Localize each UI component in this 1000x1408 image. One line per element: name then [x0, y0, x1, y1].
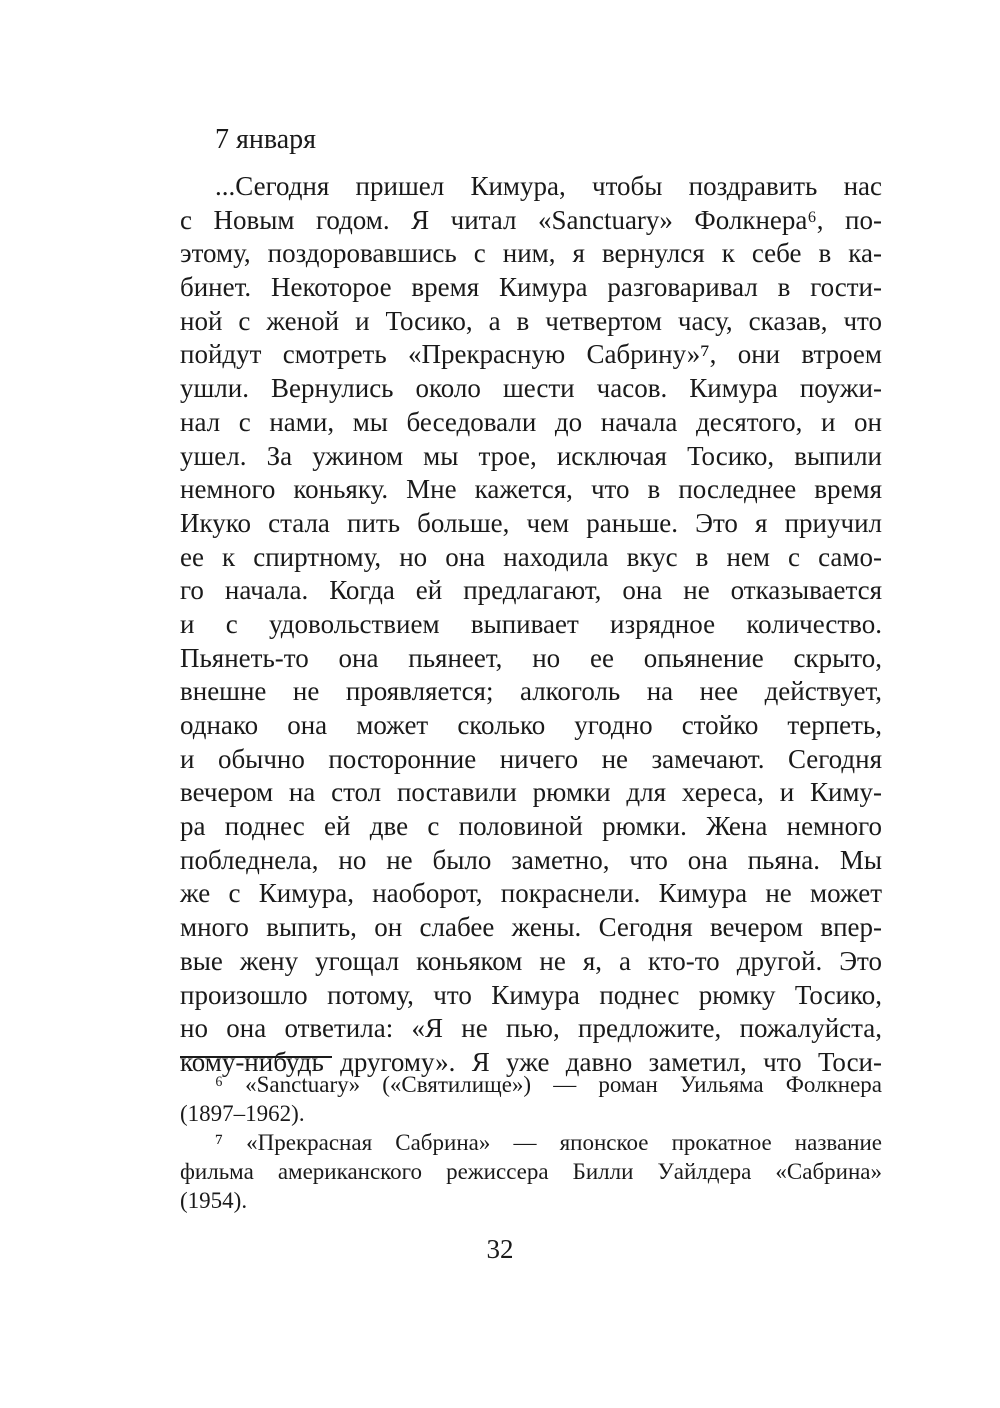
entry-line: ...Сегодня пришел Кимура, чтобы поздравить нас	[215, 171, 882, 201]
entry-line: немного коньяку. Мне кажется, что в последнее время	[180, 474, 882, 505]
entry-line: но она ответила: «Я не пью, предложите, пожалуйста,	[180, 1013, 882, 1044]
entry-line: же с Кимура, наоборот, покраснели. Кимура не может	[180, 878, 882, 909]
entry-line: произошло потому, что Кимура поднес рюмку Тосико,	[180, 979, 882, 1010]
entry-line: бинет. Некоторое время Кимура разговаривал в гости-	[180, 272, 882, 303]
entry-line: внешне не проявляется; алкоголь на нее действует,	[180, 676, 882, 707]
footnote-7-line: ⁷ «Прекрасная Сабрина» — японское прокатное название	[215, 1130, 882, 1155]
footnotes	[180, 1070, 882, 1215]
entry-line: побледнела, но не было заметно, что она пьяна. Мы	[180, 844, 882, 875]
entry-line: вечером на стол поставили рюмки для хереса, и Киму-	[180, 777, 882, 808]
entry-line: много выпить, он слабее жены. Сегодня вечером впер-	[180, 912, 882, 943]
entry-line: пойдут смотреть «Прекрасную Сабрину»⁷, они втроем	[180, 339, 882, 370]
footnote-7-line: фильма американского режиссера Билли Уайлдера «Сабрина»	[180, 1159, 882, 1184]
page-number: 32	[486, 1234, 514, 1264]
entry-line: кому-нибудь другому». Я уже давно заметил, что Тоси-	[180, 1046, 882, 1077]
entry-line: ушли. Вернулись около шести часов. Кимура поужи-	[180, 373, 882, 404]
entry-line: этому, поздоровавшись с ним, я вернулся к себе в ка-	[180, 238, 882, 269]
entry-line: ра поднес ей две с половиной рюмки. Жена немного	[180, 811, 882, 842]
entry-line: Икуко стала пить больше, чем раньше. Это я приучил	[180, 507, 882, 538]
footnote-6-line: ⁶ «Sanctuary» («Святилище») — роман Уильяма Фолкнера	[215, 1072, 882, 1097]
entry-line: и с удовольствием выпивает изрядное количество.	[180, 608, 882, 639]
entry-line: Пьянеть-то она пьянеет, но ее опьянение скрыто,	[180, 642, 882, 673]
entry-line: ее к спиртному, но она находила вкус в нем с само-	[180, 541, 882, 572]
footnote-6-line: (1897–1962).	[180, 1101, 305, 1126]
entry-line: го начала. Когда ей предлагают, она не отказывается	[180, 575, 882, 606]
entry-date-heading: 7 января	[215, 124, 317, 155]
entry-line: однако она может сколько угодно стойко терпеть,	[180, 710, 882, 740]
entry-line: и обычно посторонние ничего не замечают. Сегодня	[180, 743, 882, 774]
footnote-divider	[180, 1056, 332, 1058]
entry-line: ной с женой и Тосико, а в четвертом часу, сказав, что	[180, 305, 882, 336]
entry-line: ушел. За ужином мы трое, исключая Тосико, выпили	[180, 440, 882, 471]
entry-line: с Новым годом. Я читал «Sanctuary» Фолкнера⁶, по-	[180, 204, 882, 235]
footnote-7-line: (1954).	[180, 1188, 248, 1213]
entry-line: нал с нами, мы беседовали до начала десятого, и он	[180, 406, 882, 437]
entry-line: вые жену угощал коньяком не я, а кто-то другой. Это	[180, 945, 882, 976]
entry-body	[180, 170, 882, 1080]
